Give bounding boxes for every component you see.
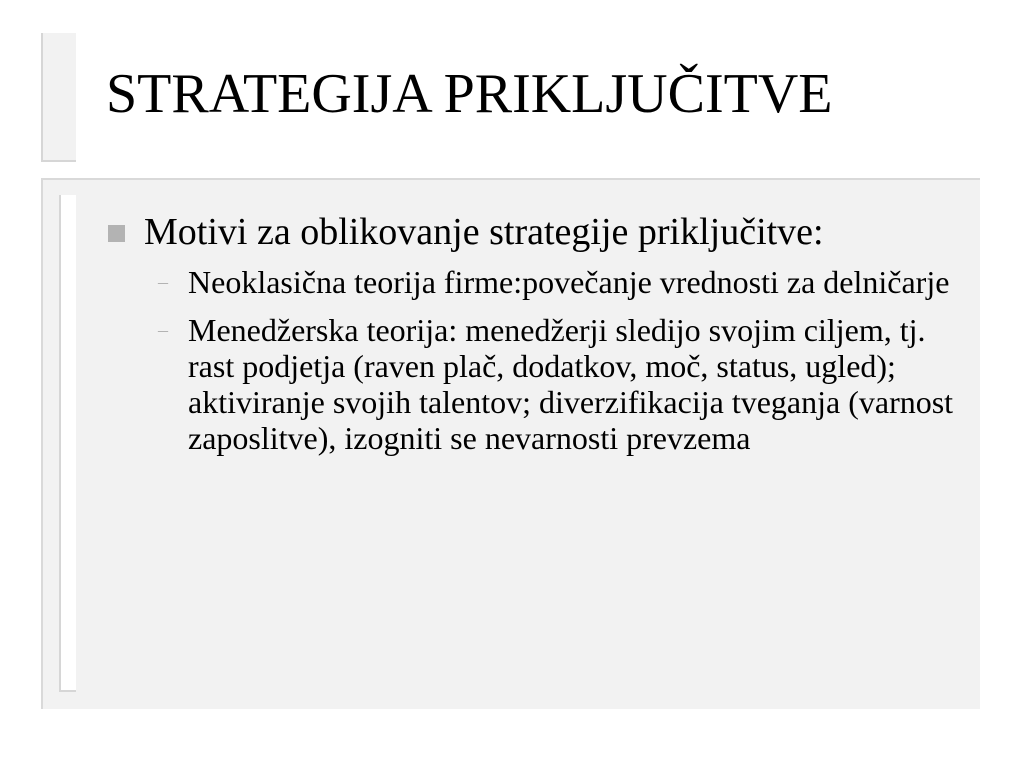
slide-content <box>104 210 974 468</box>
bullet-item <box>104 210 974 255</box>
sub-bullet-text: Neoklasična teorija firme:povečanje vrednosti za delničarje <box>188 264 950 300</box>
dash-bullet-icon: – <box>158 271 168 293</box>
square-bullet-icon <box>108 225 125 242</box>
dash-bullet-icon: – <box>158 319 168 341</box>
bullet-text: Motivi za oblikovanje strategije priključitve: <box>144 211 824 253</box>
sub-bullet-item <box>104 264 974 300</box>
content-decoration-bracket <box>59 195 76 692</box>
sub-bullet-item <box>104 312 974 456</box>
slide-title: STRATEGIJA PRIKLJUČITVE <box>106 63 833 125</box>
title-decoration-bracket <box>41 33 76 162</box>
sub-bullet-list <box>104 264 974 456</box>
sub-bullet-text: Menedžerska teorija: menedžerji sledijo svojim ciljem, tj. rast podjetja (raven plač, dodatkov, moč, status, ugled); aktiviranje svojih talentov; diverzifikacija tveganja (varnost zaposlitve), izogniti se nevarnosti prevzema <box>188 312 954 456</box>
